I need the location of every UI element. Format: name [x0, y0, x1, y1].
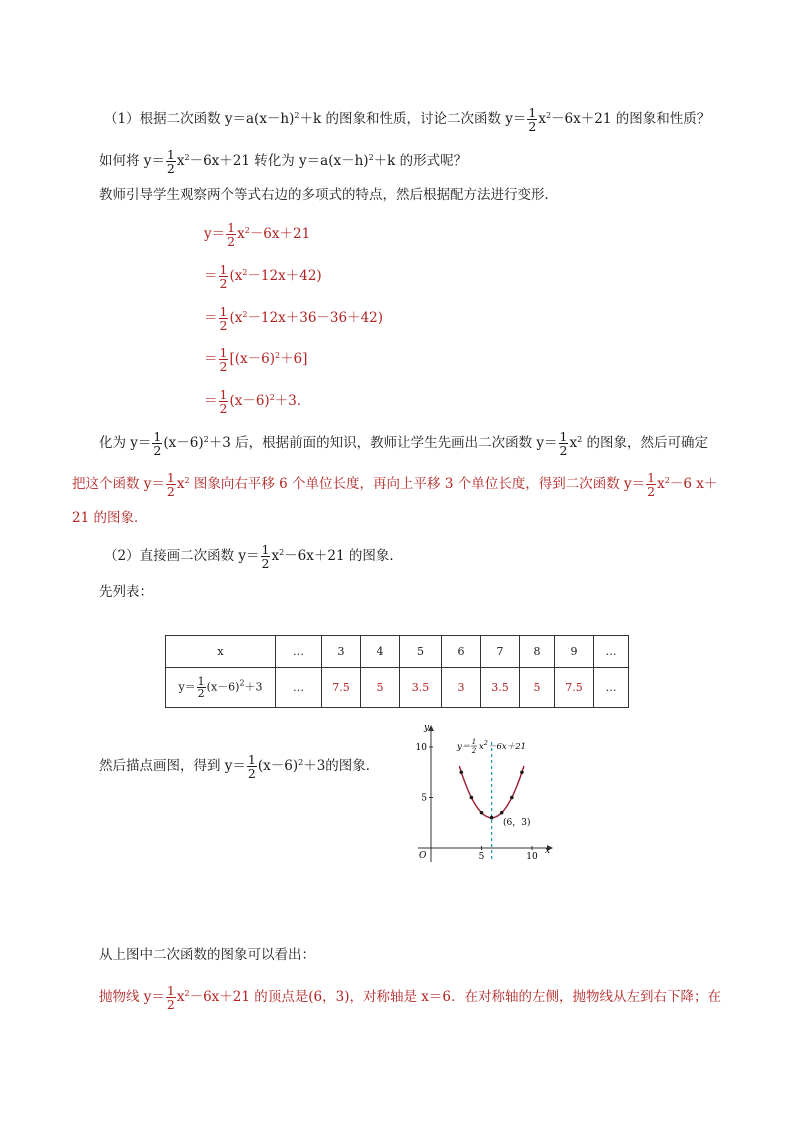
svg-text:2: 2 — [484, 740, 488, 747]
conclusion-text: 抛物线 y＝ $\frac{1}{2}$ $x^2-6x+21$ 的顶点是(6，3)，对称轴是 x＝6．在对称轴的左侧，抛物线从左到右下降；在 — [99, 983, 721, 1012]
y-axis-label: y — [424, 723, 430, 733]
vertex-label: (6，3) — [503, 818, 531, 828]
derivation-step: ＝ $\frac{1}{2}$ $(x^2-12x+42)$ — [204, 262, 322, 291]
conclusion-intro: 从上图中二次函数的图象可以看出： — [99, 947, 315, 963]
fraction-one-half: $\frac{1}{2}$ — [166, 983, 175, 1012]
y-tick-label: 10 — [415, 743, 427, 753]
svg-text:x: x — [479, 742, 484, 752]
plotted-point — [470, 796, 474, 800]
plotted-point — [500, 811, 504, 815]
derivation-step: y＝ $\frac{1}{2}$ $x^2-6x+21$ — [204, 220, 311, 249]
plotted-point — [480, 811, 484, 815]
fraction-one-half: $\frac{1}{2}$ — [166, 470, 175, 499]
fraction-one-half: $\frac{1}{2}$ — [647, 470, 656, 499]
svg-text:y＝: y＝ — [457, 742, 471, 752]
table-row: y＝ $\frac{1}{2}$ $(x-6)^2+3$ … 7.5 5 3.5 3 3.5 5 7.5 … — [166, 668, 629, 708]
origin-label: O — [419, 851, 427, 861]
fraction-one-half: $\frac{1}{2}$ — [197, 675, 205, 700]
fraction-one-half: $\frac{1}{2}$ — [528, 105, 537, 134]
graph-equation — [456, 738, 526, 755]
x-axis-label: x — [545, 846, 551, 856]
fraction-one-half: $\frac{1}{2}$ — [219, 304, 228, 333]
plotted-point — [490, 816, 494, 820]
parabola-graph — [410, 722, 560, 868]
svg-text:1: 1 — [471, 738, 477, 746]
derivation-step: ＝ $\frac{1}{2}$ $[(x-6)^2+6]$ — [204, 345, 308, 374]
table-header-y: y＝ $\frac{1}{2}$ $(x-6)^2+3$ — [166, 668, 276, 708]
derivation-step: ＝ $\frac{1}{2}$ $(x^2-12x+36-36+42)$ — [204, 304, 384, 333]
conversion-explanation: 化为 y＝ $\frac{1}{2}$ $(x-6)^2+3$ 后，根据前面的知识，教师让学生先画出二次函数 y＝ $\frac{1}{2}$ $x^2$ 的图象，然后可确定 — [99, 429, 708, 458]
teacher-guide-text: 教师引导学生观察两个等式右边的多项式的特点，然后根据配方法进行变形． — [99, 187, 558, 203]
fraction-one-half: $\frac{1}{2}$ — [166, 147, 175, 176]
fraction-one-half: $\frac{1}{2}$ — [261, 542, 270, 571]
plot-instruction: 然后描点画图，得到 y＝ $\frac{1}{2}$ $(x-6)^2+3$的图象． — [99, 752, 380, 781]
x-tick-label: 5 — [478, 852, 485, 862]
fraction-one-half: $\frac{1}{2}$ — [559, 429, 568, 458]
table-row: x … 3 4 5 6 7 8 9 … — [166, 636, 629, 668]
part2-question: （2）直接画二次函数 y＝ $\frac{1}{2}$ $x^2-6x+21$ 的图象． — [104, 542, 403, 571]
shift-explanation-end: 21 的图象． — [72, 510, 148, 526]
x-tick-label: 10 — [526, 852, 538, 862]
list-intro: 先列表： — [99, 584, 153, 600]
fraction-one-half: $\frac{1}{2}$ — [219, 262, 228, 291]
y-tick-label: 5 — [421, 793, 427, 804]
fraction-one-half: $\frac{1}{2}$ — [247, 752, 256, 781]
part1-question: （1）根据二次函数 $y=a(x-h)^2+k$ 的图象和性质，讨论二次函数 y＝ $\frac{1}{2}$ $x^2-6x+21$ 的图象和性质？ — [104, 105, 711, 134]
svg-text:－6x＋21: －6x＋21 — [488, 742, 527, 752]
value-table — [165, 635, 629, 708]
table-header-x: x — [166, 636, 276, 668]
question-convert-form: 如何将 y＝ $\frac{1}{2}$ $x^2-6x+21$ 转化为 $y=a(x-h)^2+k$ 的形式呢？ — [99, 147, 468, 176]
fraction-one-half: $\frac{1}{2}$ — [227, 220, 236, 249]
plotted-point — [520, 770, 524, 774]
fraction-one-half: $\frac{1}{2}$ — [153, 429, 162, 458]
svg-text:2: 2 — [471, 747, 477, 755]
plotted-point — [510, 796, 514, 800]
plotted-point — [460, 770, 464, 774]
derivation-step: ＝ $\frac{1}{2}$ $(x-6)^2+3$． — [204, 387, 311, 416]
shift-explanation: 把这个函数 y＝ $\frac{1}{2}$ $x^2$ 图象向右平移 6 个单位长度，再向上平移 3 个单位长度，得到二次函数 y＝ $\frac{1}{2}$ $x^2-6$ x＋ — [72, 470, 718, 499]
fraction-one-half: $\frac{1}{2}$ — [219, 387, 228, 416]
fraction-one-half: $\frac{1}{2}$ — [219, 345, 228, 374]
